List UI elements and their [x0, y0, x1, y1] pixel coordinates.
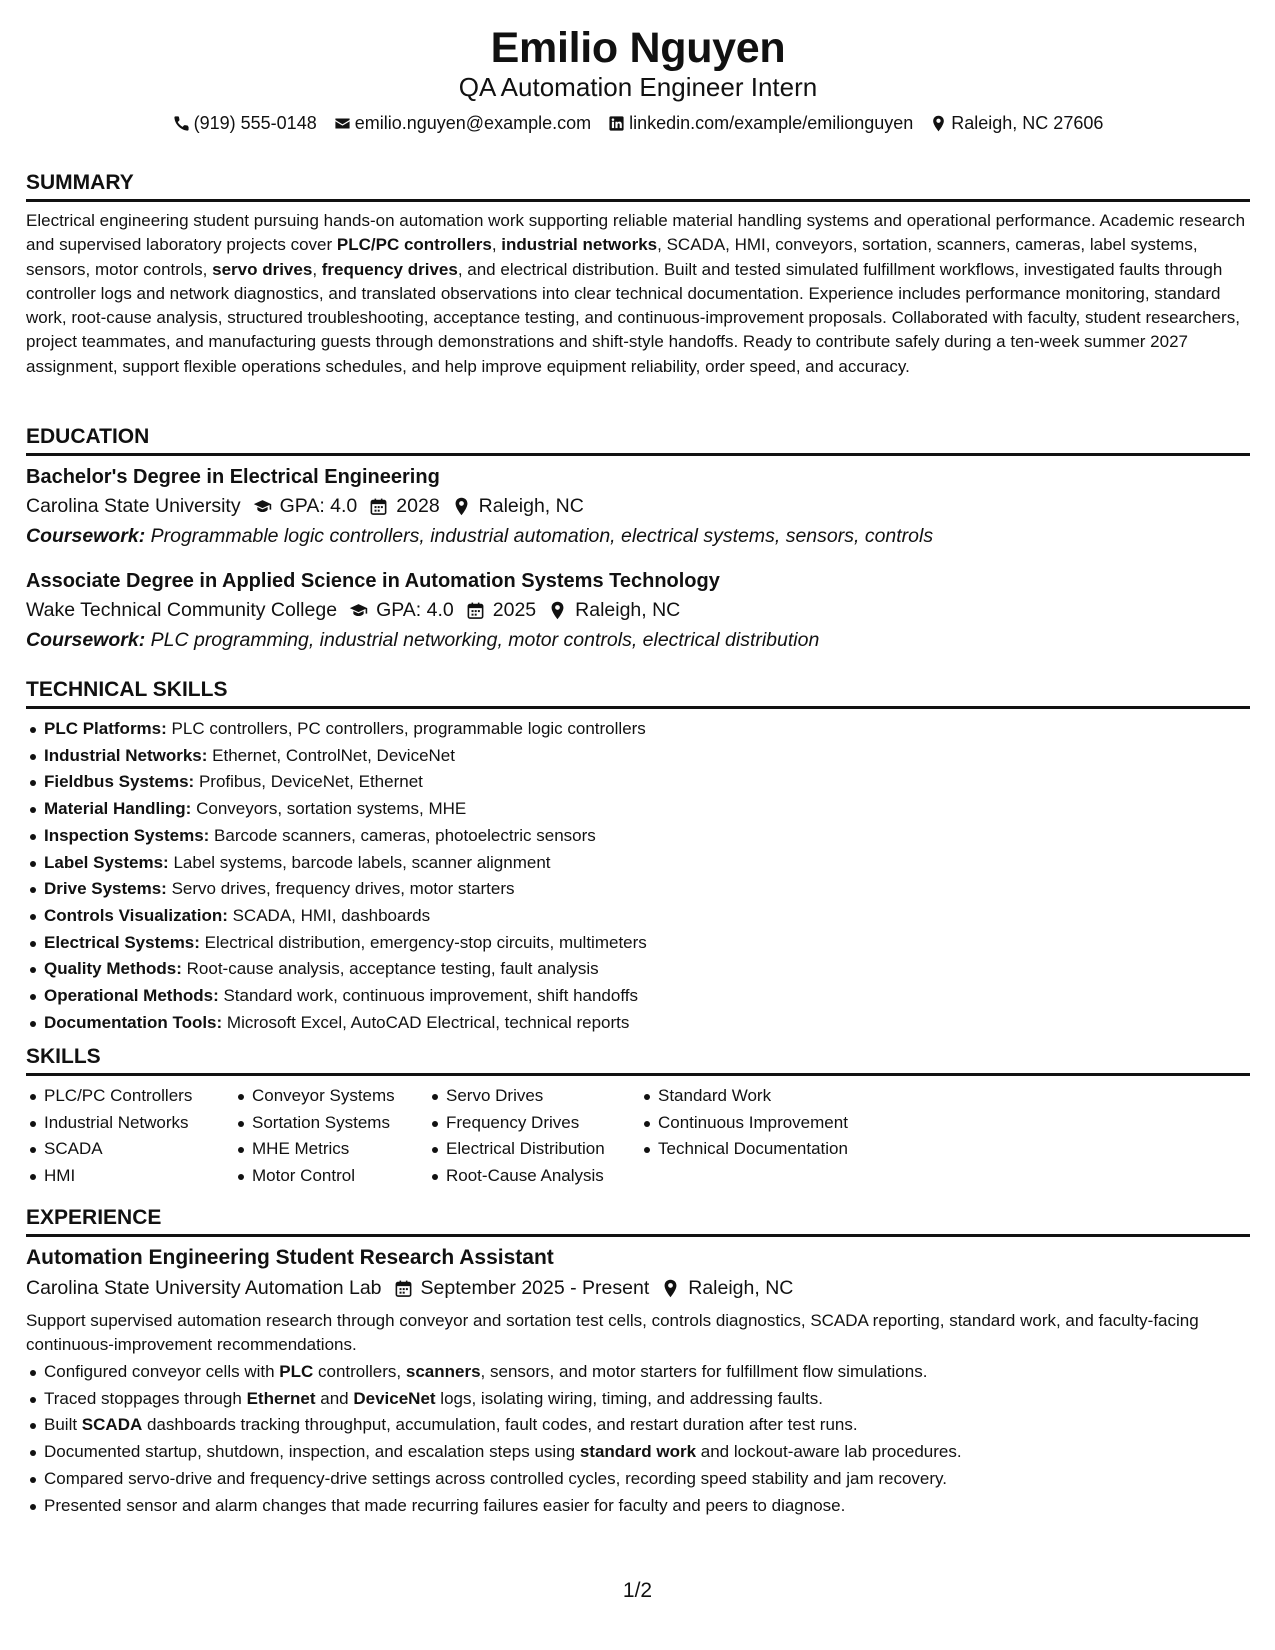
summary-paragraph: Electrical engineering student pursuing hands-on automation work supporting reliable material handling systems and operational performance. Academic research and supervised laboratory projects cover PLC/PC controllers, industrial networks, SCADA, HMI, conveyors, sortation, scanners, cameras, label systems, sensors, motor controls, servo drives, frequency drives, and electrical distribution. Built and tested simulated fulfillment workflows, investigated faults through controller logs and network diagnostics, and translated observations into clear technical documentation. Experience includes performance monitoring, standard work, root-cause analysis, structured troubleshooting, acceptance testing, and continuous-improvement proposals. Collaborated with faculty, student researchers, project teammates, and manufacturing guests through demonstrations and shift-style handoffs. Ready to contribute safely during a ten-week summer 2027 assignment, support flexible operations schedules, and help improve equipment reliability, order speed, and accuracy.: [26, 211, 1246, 376]
list-item: Material Handling: Conveyors, sortation systems, MHE: [44, 796, 1250, 823]
phone-text: (919) 555-0148: [193, 113, 317, 133]
job-title: Automation Engineering Student Research Assistant: [26, 1246, 554, 1269]
list-item: Documentation Tools: Microsoft Excel, AutoCAD Electrical, technical reports: [44, 1010, 1250, 1037]
gpa: GPA: 4.0: [279, 495, 358, 517]
list-item: Industrial Networks: [44, 1110, 234, 1137]
list-item: Inspection Systems: Barcode scanners, cameras, photoelectric sensors: [44, 823, 1250, 850]
list-item: Presented sensor and alarm changes that made recurring failures easier for faculty and peers to diagnose.: [44, 1493, 1250, 1520]
list-item: HMI: [44, 1163, 234, 1190]
contact-location: [930, 111, 1103, 135]
list-item: Motor Control: [252, 1163, 428, 1190]
school-name: Wake Technical Community College: [26, 599, 338, 621]
section-title-experience: EXPERIENCE: [26, 1205, 1250, 1237]
graduation-year: 2028: [396, 495, 440, 517]
map-pin-icon: [452, 497, 471, 516]
list-item: Electrical Distribution: [446, 1136, 640, 1163]
graduation-cap-icon: [253, 497, 272, 516]
coursework: Coursework: PLC programming, industrial networking, motor controls, electrical distribution: [26, 629, 820, 651]
map-pin-icon: [661, 1279, 680, 1298]
contact-phone[interactable]: [173, 111, 317, 135]
contact-linkedin[interactable]: [608, 111, 913, 135]
calendar-icon: [394, 1279, 413, 1298]
list-item: Configured conveyor cells with PLC controllers, scanners, sensors, and motor starters for fulfillment flow simulations.: [44, 1359, 1250, 1386]
list-item: MHE Metrics: [252, 1136, 428, 1163]
envelope-icon: [334, 115, 351, 132]
list-item: Operational Methods: Standard work, continuous improvement, shift handoffs: [44, 983, 1250, 1010]
graduation-year: 2025: [492, 599, 537, 621]
school-name: Carolina State University: [26, 495, 241, 517]
calendar-icon: [466, 601, 485, 620]
job-dates: September 2025 - Present: [420, 1277, 650, 1299]
skills-grid: [26, 1083, 1250, 1190]
school-location: Raleigh, NC: [478, 495, 584, 517]
section-title-skills: SKILLS: [26, 1044, 1250, 1076]
list-item: Continuous Improvement: [658, 1110, 898, 1137]
experience-section: [26, 1205, 1250, 1519]
resume-page: [26, 22, 1250, 1515]
skills-column: [640, 1083, 898, 1190]
contact-email[interactable]: [334, 111, 591, 135]
skills-column: [234, 1083, 428, 1190]
list-item: Root-Cause Analysis: [446, 1163, 640, 1190]
list-item: Drive Systems: Servo drives, frequency drives, motor starters: [44, 876, 1250, 903]
email-text: emilio.nguyen@example.com: [354, 113, 592, 133]
list-item: Documented startup, shutdown, inspection, and escalation steps using standard work and lockout-aware lab procedures.: [44, 1439, 1250, 1466]
list-item: Label Systems: Label systems, barcode labels, scanner alignment: [44, 850, 1250, 877]
section-title-education: EDUCATION: [26, 424, 1250, 456]
education-meta: [26, 491, 1250, 521]
summary-section: [26, 170, 1250, 379]
list-item: Conveyor Systems: [252, 1083, 428, 1110]
education-entry: [26, 463, 1250, 551]
skills-column: [26, 1083, 234, 1190]
list-item: Sortation Systems: [252, 1110, 428, 1137]
list-item: PLC Platforms: PLC controllers, PC controllers, programmable logic controllers: [44, 716, 1250, 743]
job-organization: Carolina State University Automation Lab: [26, 1277, 382, 1299]
skills-section: [26, 1044, 1250, 1190]
linkedin-text: linkedin.com/example/emilionguyen: [629, 113, 914, 133]
technical-skills-section: [26, 677, 1250, 1036]
page-number: 1/2: [622, 1579, 653, 1602]
list-item: Standard Work: [658, 1083, 898, 1110]
map-pin-icon: [930, 115, 947, 132]
location-text: Raleigh, NC 27606: [951, 113, 1104, 133]
list-item: Fieldbus Systems: Profibus, DeviceNet, Ethernet: [44, 769, 1250, 796]
contact-bar: [26, 111, 1250, 135]
list-item: Compared servo-drive and frequency-drive settings across controlled cycles, recording speed stability and jam recovery.: [44, 1466, 1250, 1493]
list-item: Servo Drives: [446, 1083, 640, 1110]
list-item: PLC/PC Controllers: [44, 1083, 234, 1110]
list-item: Electrical Systems: Electrical distribution, emergency-stop circuits, multimeters: [44, 930, 1250, 957]
list-item: Controls Visualization: SCADA, HMI, dashboards: [44, 903, 1250, 930]
list-item: Built SCADA dashboards tracking throughput, accumulation, fault codes, and restart duration after test runs.: [44, 1412, 1250, 1439]
graduation-cap-icon: [349, 601, 368, 620]
calendar-icon: [369, 497, 388, 516]
technical-skills-list: [26, 716, 1250, 1036]
linkedin-icon: [608, 115, 625, 132]
coursework: Coursework: Programmable logic controllers, industrial automation, electrical systems, sensors, controls: [26, 525, 934, 547]
list-item: Technical Documentation: [658, 1136, 898, 1163]
education-meta: [26, 595, 1250, 625]
section-title-summary: SUMMARY: [26, 170, 1250, 202]
job-description: Support supervised automation research through conveyor and sortation test cells, controls diagnostics, SCADA reporting, standard work, and faculty-facing continuous-improvement recommendations.: [26, 1311, 1199, 1354]
list-item: Traced stoppages through Ethernet and DeviceNet logs, isolating wiring, timing, and addressing faults.: [44, 1386, 1250, 1413]
candidate-name: Emilio Nguyen: [490, 24, 786, 72]
job-bullets: [26, 1359, 1250, 1519]
section-title-technical-skills: TECHNICAL SKILLS: [26, 677, 1250, 709]
degree-title: Associate Degree in Applied Science in Automation Systems Technology: [26, 570, 720, 592]
job-meta: [26, 1273, 1250, 1303]
list-item: Quality Methods: Root-cause analysis, acceptance testing, fault analysis: [44, 956, 1250, 983]
list-item: Frequency Drives: [446, 1110, 640, 1137]
degree-title: Bachelor's Degree in Electrical Engineering: [26, 466, 440, 488]
job-location: Raleigh, NC: [688, 1277, 794, 1299]
skills-column: [428, 1083, 640, 1190]
phone-icon: [173, 115, 190, 132]
education-entry: [26, 567, 1250, 655]
candidate-role: QA Automation Engineer Intern: [458, 72, 818, 102]
list-item: Industrial Networks: Ethernet, ControlNet, DeviceNet: [44, 743, 1250, 770]
school-location: Raleigh, NC: [575, 599, 681, 621]
list-item: SCADA: [44, 1136, 234, 1163]
gpa: GPA: 4.0: [376, 599, 454, 621]
map-pin-icon: [548, 601, 567, 620]
education-section: [26, 424, 1250, 655]
